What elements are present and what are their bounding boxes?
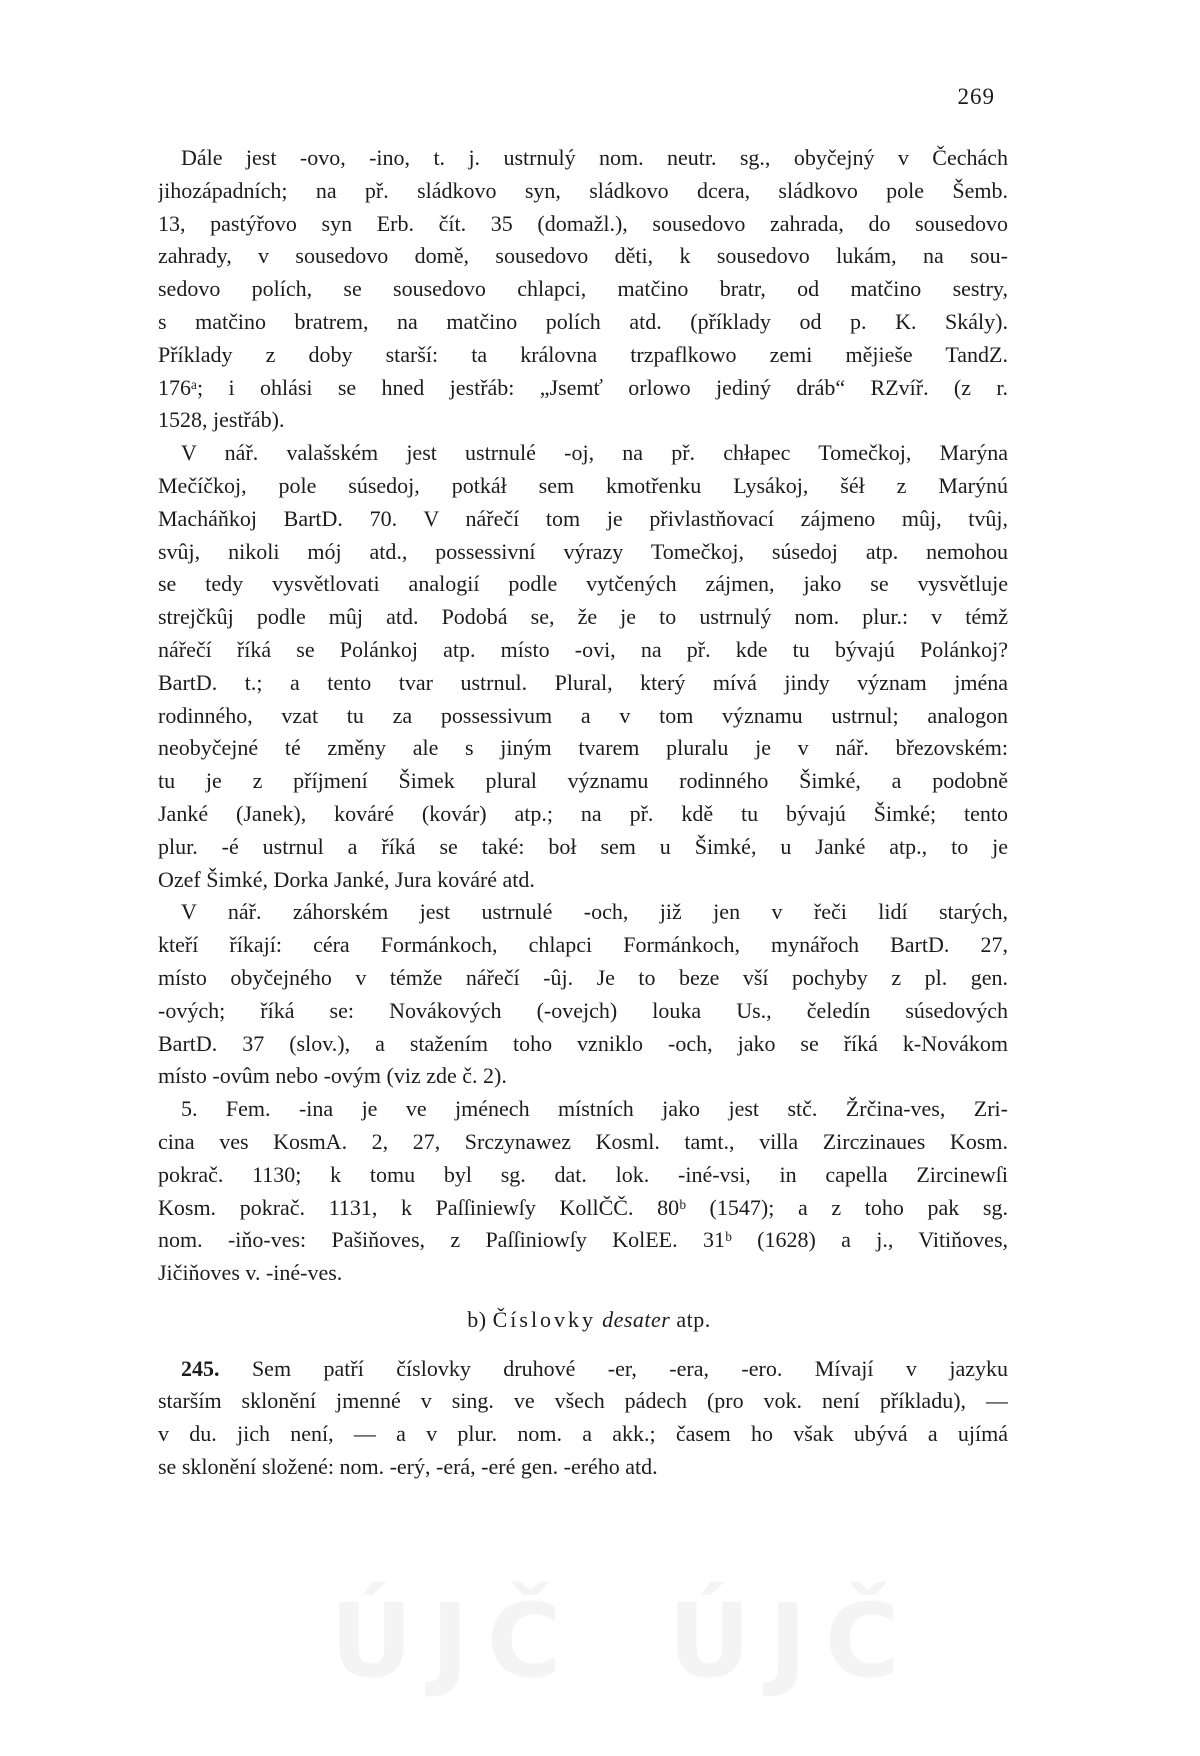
section-heading	[158, 1304, 1008, 1337]
text-line: kteří říkají: céra Formánkoch, chlapci Formánkoch, mynářoch BartD. 27,	[158, 932, 1008, 958]
text-line: BartD. t.; a tento tvar ustrnul. Plural, který mívá jindy význam jména	[158, 669, 1008, 695]
paragraph-fem-ina	[158, 1093, 1008, 1290]
text-line: nom. -iňo-ves: Pašiňoves, z Paſſiniowſy KolEE. 31ᵇ (1628) a j., Vitiňoves,	[158, 1227, 1008, 1253]
text-line: jihozápadních; na př. sládkovo syn, sládkovo dcera, sládkovo pole Šemb.	[158, 177, 1008, 203]
text-line: místo obyčejného v témže nářečí -ûj. Je to beze vší pochyby z pl. gen.	[158, 964, 1008, 990]
paragraph-ovo-ino	[158, 142, 1008, 437]
text-line: Mečíčkoj, pole súsedoj, potkáł sem kmotřenku Lysákoj, šéł z Marýnú	[158, 472, 1008, 498]
text-line: Dále jest -ovo, -ino, t. j. ustrnulý nom. neutr. sg., obyčejný v Čechách	[181, 145, 1008, 170]
text-line: V nář. valašském jest ustrnulé -oj, na př. chłapec Tomečkoj, Marýna	[181, 440, 1008, 466]
text-line: tu je z příjmení Šimek plural významu rodinného Šimké, a podobně	[158, 768, 1008, 794]
text-line: sedovo polích, se sousedovo chlapci, matčino bratr, od matčino sestry,	[158, 276, 1008, 302]
text-line: Kosm. pokrač. 1131, k Paſſiniewſy KollČČ. 80ᵇ (1547); a z toho pak sg.	[158, 1194, 1008, 1220]
text-line: rodinného, vzat tu za possessivum a v tom významu ustrnul; analogon	[158, 702, 1008, 728]
watermark-text: ÚJČ	[330, 1582, 580, 1701]
paragraph-245	[158, 1353, 1008, 1484]
text-line: se sklonění složené: nom. -erý, -erá, -eré gen. -erého atd.	[158, 1454, 658, 1480]
page-body	[158, 142, 1008, 1484]
text-line: 5. Fem. -ina je ve jménech místních jako jest stč. Žrčina-ves, Zri-	[181, 1096, 1008, 1122]
text-line: BartD. 37 (slov.), a stažením toho vzniklo -och, jako se říká k-Novákom	[158, 1030, 1008, 1056]
text-line: nářečí říká se Polánkoj atp. místo -ovi, na př. kde tu bývajú Polánkoj?	[158, 636, 1008, 662]
text-line: Jičiňoves v. -iné-ves.	[158, 1260, 343, 1286]
text-line: Macháňkoj BartD. 70. V nářečí tom je přivlastňovací zájmeno mûj, tvûj,	[158, 505, 1008, 531]
text-line: zahrady, v sousedovo domě, sousedovo děti, k sousedovo lukám, na sou-	[158, 243, 1008, 269]
text-line: V nář. záhorském jest ustrnulé -och, již jen v řeči lidí starých,	[181, 899, 1008, 925]
text-line: 13, pastýřovo syn Erb. čít. 35 (domažl.), sousedovo zahrada, do sousedovo	[158, 210, 1008, 236]
text-line: Janké (Janek), kováré (kovár) atp.; na př. kdě tu bývajú Šimké; tento	[158, 800, 1008, 826]
text-line: 176ᵃ; i ohlási se hned jestřáb: „Jsemť orlowo jediný dráb“ RZvíř. (z r.	[158, 374, 1008, 400]
text-line: plur. -é ustrnul a říká se také: boł sem u Šimké, u Janké atp., to je	[158, 833, 1008, 859]
text-line: 245. Sem patří číslovky druhové -er, -era, -ero. Mívají v jazyku	[181, 1355, 1008, 1381]
text-line: strejčkûj podle mûj atd. Podobá se, že je to ustrnulý nom. plur.: v témž	[158, 604, 1008, 630]
watermark-text: ÚJČ	[668, 1582, 918, 1701]
watermark	[0, 1582, 1200, 1702]
text-line: 1528, jestřáb).	[158, 407, 285, 433]
text-line: Ozef Šimké, Dorka Janké, Jura kováré atd.	[158, 866, 535, 892]
text-line: -ových; říká se: Novákových (-ovejch) louka Us., čeledín súsedových	[158, 997, 1008, 1023]
heading-italic: desater	[602, 1306, 671, 1332]
page-number: 269	[957, 84, 995, 109]
text-line: se tedy vysvětlovati analogií podle vytčených zájmen, jako se vysvětluje	[158, 571, 1008, 597]
heading-prefix: b)	[467, 1306, 487, 1332]
text-line: místo -ovûm nebo -ovým (viz zde č. 2).	[158, 1063, 507, 1089]
text-line: neobyčejné té změny ale s jiným tvarem pluralu je v nář. březovském:	[158, 735, 1008, 761]
text-line: Příklady z doby starší: ta královna trzpaflkowo zemi mějieše TandZ.	[158, 341, 1008, 367]
text-line: svûj, nikoli mój atd., possessivní výrazy Tomečkoj, súsedoj atp. nemohou	[158, 538, 1008, 564]
heading-suffix: atp.	[676, 1306, 711, 1332]
text-line: pokrač. 1130; k tomu byl sg. dat. lok. -iné-vsi, in capella Zircinewſi	[158, 1161, 1008, 1187]
paragraph-valassky	[158, 437, 1008, 896]
text-line: s matčino bratrem, na matčino polích atd. (příklady od p. K. Skály).	[158, 308, 1008, 334]
heading-word: Číslovky	[492, 1306, 597, 1332]
text-line: cina ves KosmA. 2, 27, Srczynawez Kosml. tamt., villa Zirczinaues Kosm.	[158, 1128, 1008, 1154]
paragraph-zahorsky	[158, 896, 1008, 1093]
text-line: v du. jich není, — a v plur. nom. a akk.; časem ho však ubývá a ujímá	[158, 1421, 1008, 1447]
text-line: starším sklonění jmenné v sing. ve všech pádech (pro vok. není příkladu), —	[158, 1388, 1008, 1414]
